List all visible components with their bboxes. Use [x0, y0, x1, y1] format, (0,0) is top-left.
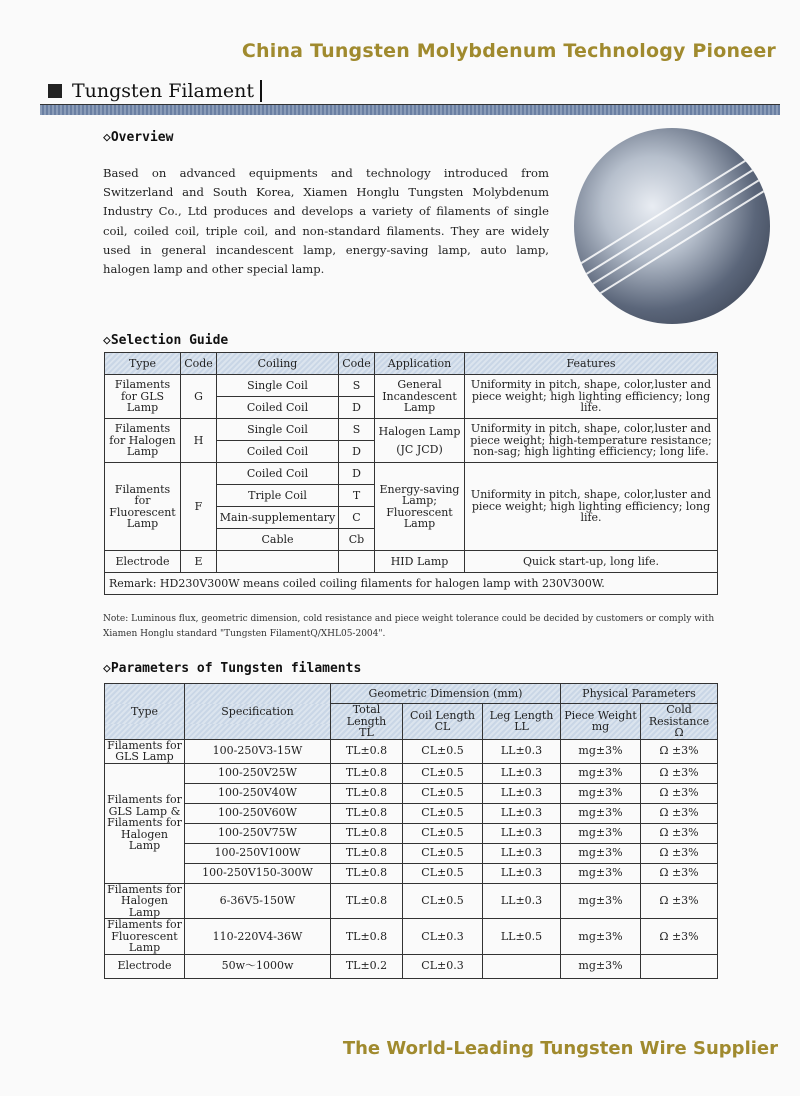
col-total-length: Total Length TL [331, 704, 403, 740]
type-cell: Electrode [105, 551, 181, 573]
footer-slogan: The World-Leading Tungsten Wire Supplier [342, 1038, 778, 1059]
cr-cell: Ω ±3% [641, 739, 718, 763]
table-row [105, 739, 718, 763]
coil-code-cell: D [339, 397, 375, 419]
col-specification: Specification [185, 684, 331, 740]
pw-cell: mg±3% [561, 739, 641, 763]
cl-cell: CL±0.3 [403, 954, 483, 978]
col-code: Code [181, 353, 217, 375]
cr-cell: Ω ±3% [641, 823, 718, 843]
pw-cell: mg±3% [561, 783, 641, 803]
header-rule [40, 104, 780, 115]
coil-code-cell: D [339, 441, 375, 463]
tl-cell: TL±0.8 [331, 843, 403, 863]
features-cell: Uniformity in pitch, shape, color,luster and piece weight; high-temperature resistance; non-sag; high lighting efficiency; long life. [465, 419, 718, 463]
cl-cell: CL±0.5 [403, 883, 483, 919]
spec-cell: 100-250V40W [185, 783, 331, 803]
spec-cell: 100-250V25W [185, 763, 331, 783]
cr-cell: Ω ±3% [641, 843, 718, 863]
coiling-cell: Single Coil [217, 375, 339, 397]
cr-cell: Ω ±3% [641, 803, 718, 823]
cl-cell: CL±0.3 [403, 919, 483, 955]
col-piece-weight: Piece Weight mg [561, 704, 641, 740]
coil-code-cell: D [339, 463, 375, 485]
coil-code-cell: T [339, 485, 375, 507]
cl-cell: CL±0.5 [403, 763, 483, 783]
ll-cell: LL±0.3 [483, 863, 561, 883]
features-cell: Quick start-up, long life. [465, 551, 718, 573]
coil-code-cell: S [339, 419, 375, 441]
table-row [105, 783, 718, 803]
col-type: Type [105, 353, 181, 375]
code-cell: F [181, 463, 217, 551]
cl-cell: CL±0.5 [403, 803, 483, 823]
coiling-cell: Single Coil [217, 419, 339, 441]
cr-cell [641, 954, 718, 978]
pw-cell: mg±3% [561, 919, 641, 955]
section-title [48, 80, 262, 102]
table-row [105, 919, 718, 955]
code-cell: H [181, 419, 217, 463]
ll-cell: LL±0.5 [483, 919, 561, 955]
coil-code-cell: C [339, 507, 375, 529]
table-row [105, 803, 718, 823]
pw-cell: mg±3% [561, 763, 641, 783]
coil-code-cell: S [339, 375, 375, 397]
ll-cell: LL±0.3 [483, 823, 561, 843]
type-cell: Filaments for GLS Lamp [105, 375, 181, 419]
col-physical: Physical Parameters [561, 684, 718, 704]
ll-cell: LL±0.3 [483, 783, 561, 803]
spec-cell: 100-250V3-15W [185, 739, 331, 763]
spec-cell: 100-250V100W [185, 843, 331, 863]
selection-table [104, 352, 718, 595]
tl-cell: TL±0.8 [331, 803, 403, 823]
section-title-text: Tungsten Filament [72, 80, 255, 102]
features-cell: Uniformity in pitch, shape, color,luster and piece weight; high lighting efficiency; long life. [465, 463, 718, 551]
col-cold-resistance: Cold Resistance Ω [641, 704, 718, 740]
title-bar [260, 80, 262, 102]
type-cell: Electrode [105, 954, 185, 978]
pw-cell: mg±3% [561, 954, 641, 978]
pw-cell: mg±3% [561, 823, 641, 843]
type-cell: Filaments for GLS Lamp & Filaments for Halogen Lamp [105, 763, 185, 883]
pw-cell: mg±3% [561, 803, 641, 823]
parameters-heading: ◇Parameters of Tungsten filaments [103, 661, 362, 676]
ll-cell: LL±0.3 [483, 803, 561, 823]
overview-text: Based on advanced equipments and technology introduced from Switzerland and South Korea, Xiamen Honglu Tungsten Molybdenum Industry Co., Ltd produces and develops a variety of filaments of single coil, coiled coil, triple coil, and non-standard filaments. They are widely used in general incandescent lamp, energy-saving lamp, auto lamp, halogen lamp and other special lamp. [103, 166, 549, 277]
spec-cell: 100-250V60W [185, 803, 331, 823]
filament-photo [574, 128, 770, 324]
spec-cell: 100-250V75W [185, 823, 331, 843]
table-row [105, 863, 718, 883]
ll-cell [483, 954, 561, 978]
ll-cell: LL±0.3 [483, 763, 561, 783]
cr-cell: Ω ±3% [641, 883, 718, 919]
cl-cell: CL±0.5 [403, 843, 483, 863]
application-cell [375, 419, 465, 463]
tl-cell: TL±0.8 [331, 783, 403, 803]
spec-cell: 6-36V5-150W [185, 883, 331, 919]
cr-cell: Ω ±3% [641, 763, 718, 783]
coiling-cell: Triple Coil [217, 485, 339, 507]
remark-cell: Remark: HD230V300W means coiled coiling filaments for halogen lamp with 230V300W. [105, 573, 718, 595]
type-cell: Filaments for GLS Lamp [105, 739, 185, 763]
tl-cell: TL±0.8 [331, 823, 403, 843]
table-row [105, 843, 718, 863]
coiling-cell [217, 551, 339, 573]
table-row [105, 763, 718, 783]
cl-cell: CL±0.5 [403, 739, 483, 763]
cr-cell: Ω ±3% [641, 919, 718, 955]
coiling-cell: Coiled Coil [217, 463, 339, 485]
col-geometric: Geometric Dimension (mm) [331, 684, 561, 704]
features-cell: Uniformity in pitch, shape, color,luster and piece weight; high lighting efficiency; long life. [465, 375, 718, 419]
type-cell: Filaments for Fluorescent Lamp [105, 919, 185, 955]
type-cell: Filaments for Halogen Lamp [105, 883, 185, 919]
ll-cell: LL±0.3 [483, 883, 561, 919]
application-cell: Energy-saving Lamp; Fluorescent Lamp [375, 463, 465, 551]
selection-heading: ◇Selection Guide [103, 333, 229, 348]
tl-cell: TL±0.8 [331, 763, 403, 783]
pw-cell: mg±3% [561, 843, 641, 863]
coil-code-cell: Cb [339, 529, 375, 551]
spec-cell: 110-220V4-36W [185, 919, 331, 955]
ll-cell: LL±0.3 [483, 843, 561, 863]
note-text: Note: Luminous flux, geometric dimension, cold resistance and piece weight tolerance could be decided by customers or comply with Xiamen Honglu standard "Tungsten FilamentQ/XHL05-2004". [103, 614, 715, 639]
ll-cell: LL±0.3 [483, 739, 561, 763]
tl-cell: TL±0.8 [331, 863, 403, 883]
type-cell: Filaments for Halogen Lamp [105, 419, 181, 463]
coiling-cell: Main-supplementary [217, 507, 339, 529]
code-cell: E [181, 551, 217, 573]
cl-cell: CL±0.5 [403, 823, 483, 843]
spec-cell: 100-250V150-300W [185, 863, 331, 883]
tl-cell: TL±0.8 [331, 739, 403, 763]
application-cell: General Incandescent Lamp [375, 375, 465, 419]
coil-code-cell [339, 551, 375, 573]
col-type: Type [105, 684, 185, 740]
parameters-table [104, 683, 718, 979]
cr-cell: Ω ±3% [641, 863, 718, 883]
tl-cell: TL±0.8 [331, 919, 403, 955]
square-bullet-icon [48, 84, 62, 98]
coiling-cell: Coiled Coil [217, 441, 339, 463]
application-cell: HID Lamp [375, 551, 465, 573]
table-row [105, 954, 718, 978]
tl-cell: TL±0.8 [331, 883, 403, 919]
col-coil-length: Coil Length CL [403, 704, 483, 740]
cl-cell: CL±0.5 [403, 783, 483, 803]
table-row [105, 883, 718, 919]
pw-cell: mg±3% [561, 883, 641, 919]
coiling-cell: Coiled Coil [217, 397, 339, 419]
type-cell: Filaments for Fluorescent Lamp [105, 463, 181, 551]
col-coiling: Coiling [217, 353, 339, 375]
application-line: Halogen Lamp [378, 425, 461, 438]
col-application: Application [375, 353, 465, 375]
col-leg-length: Leg Length LL [483, 704, 561, 740]
overview-heading: ◇Overview [103, 130, 174, 145]
spec-cell: 50w～1000w [185, 954, 331, 978]
tl-cell: TL±0.2 [331, 954, 403, 978]
cr-cell: Ω ±3% [641, 783, 718, 803]
coiling-cell: Cable [217, 529, 339, 551]
col-features: Features [465, 353, 718, 375]
col-code2: Code [339, 353, 375, 375]
application-line: (JC JCD) [396, 442, 443, 456]
cl-cell: CL±0.5 [403, 863, 483, 883]
brand-tagline: China Tungsten Molybdenum Technology Pioneer [241, 40, 776, 62]
code-cell: G [181, 375, 217, 419]
table-row [105, 823, 718, 843]
pw-cell: mg±3% [561, 863, 641, 883]
